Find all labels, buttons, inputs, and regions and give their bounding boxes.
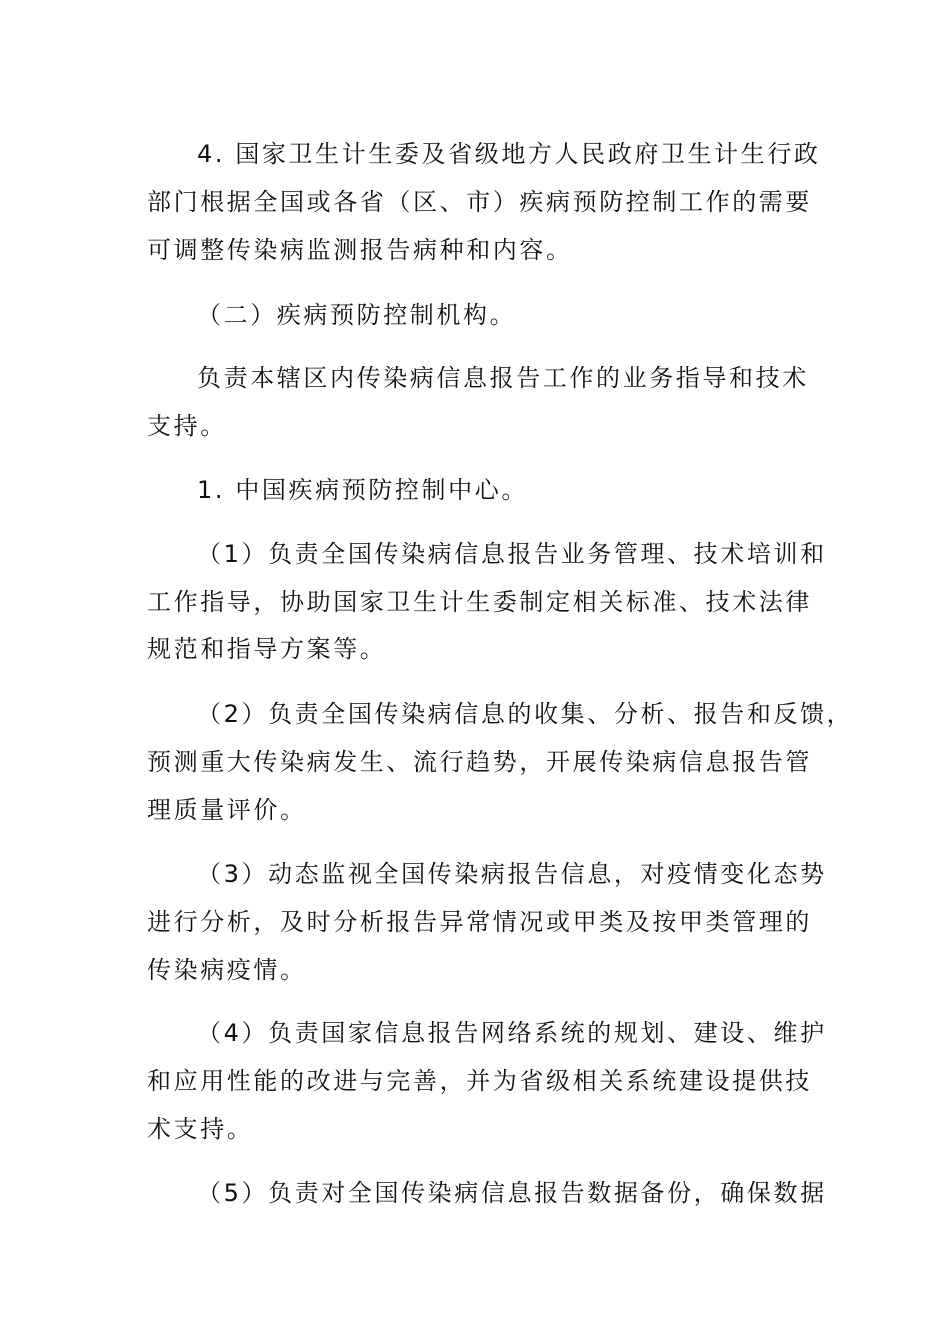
paragraph-4-line-1: 1. 中国疾病预防控制中心。: [197, 476, 528, 504]
paragraph-1-line-2: 部门根据全国或各省（区、市）疾病预防控制工作的需要: [147, 188, 812, 216]
paragraph-6-line-3: 理质量评价。: [147, 796, 307, 824]
paragraph-7-line-3: 传染病疫情。: [147, 956, 307, 984]
paragraph-7-line-1: （3）动态监视全国传染病报告信息，对疫情变化态势: [197, 860, 827, 888]
paragraph-8-line-3: 术支持。: [147, 1115, 254, 1143]
paragraph-5-line-3: 规范和指导方案等。: [147, 635, 387, 663]
paragraph-5-line-2: 工作指导，协助国家卫生计生委制定相关标准、技术法律: [147, 588, 812, 616]
paragraph-1-line-3: 可调整传染病监测报告病种和内容。: [147, 236, 573, 264]
paragraph-9-line-1: （5）负责对全国传染病信息报告数据备份，确保数据: [197, 1179, 827, 1207]
paragraph-3-line-2: 支持。: [147, 412, 227, 440]
paragraph-6-line-1: （2）负责全国传染病信息的收集、分析、报告和反馈，: [197, 700, 854, 728]
paragraph-5-line-1: （1）负责全国传染病信息报告业务管理、技术培训和: [197, 540, 827, 568]
paragraph-2-line-1: （二）疾病预防控制机构。: [197, 301, 517, 329]
paragraph-8-line-1: （4）负责国家信息报告网络系统的规划、建设、维护: [197, 1019, 827, 1047]
paragraph-6-line-2: 预测重大传染病发生、流行趋势，开展传染病信息报告管: [147, 748, 812, 776]
paragraph-8-line-2: 和应用性能的改进与完善，并为省级相关系统建设提供技: [147, 1067, 812, 1095]
paragraph-1-line-1: 4. 国家卫生计生委及省级地方人民政府卫生计生行政: [197, 140, 821, 168]
paragraph-7-line-2: 进行分析，及时分析报告异常情况或甲类及按甲类管理的: [147, 908, 812, 936]
paragraph-3-line-1: 负责本辖区内传染病信息报告工作的业务指导和技术: [197, 364, 809, 392]
